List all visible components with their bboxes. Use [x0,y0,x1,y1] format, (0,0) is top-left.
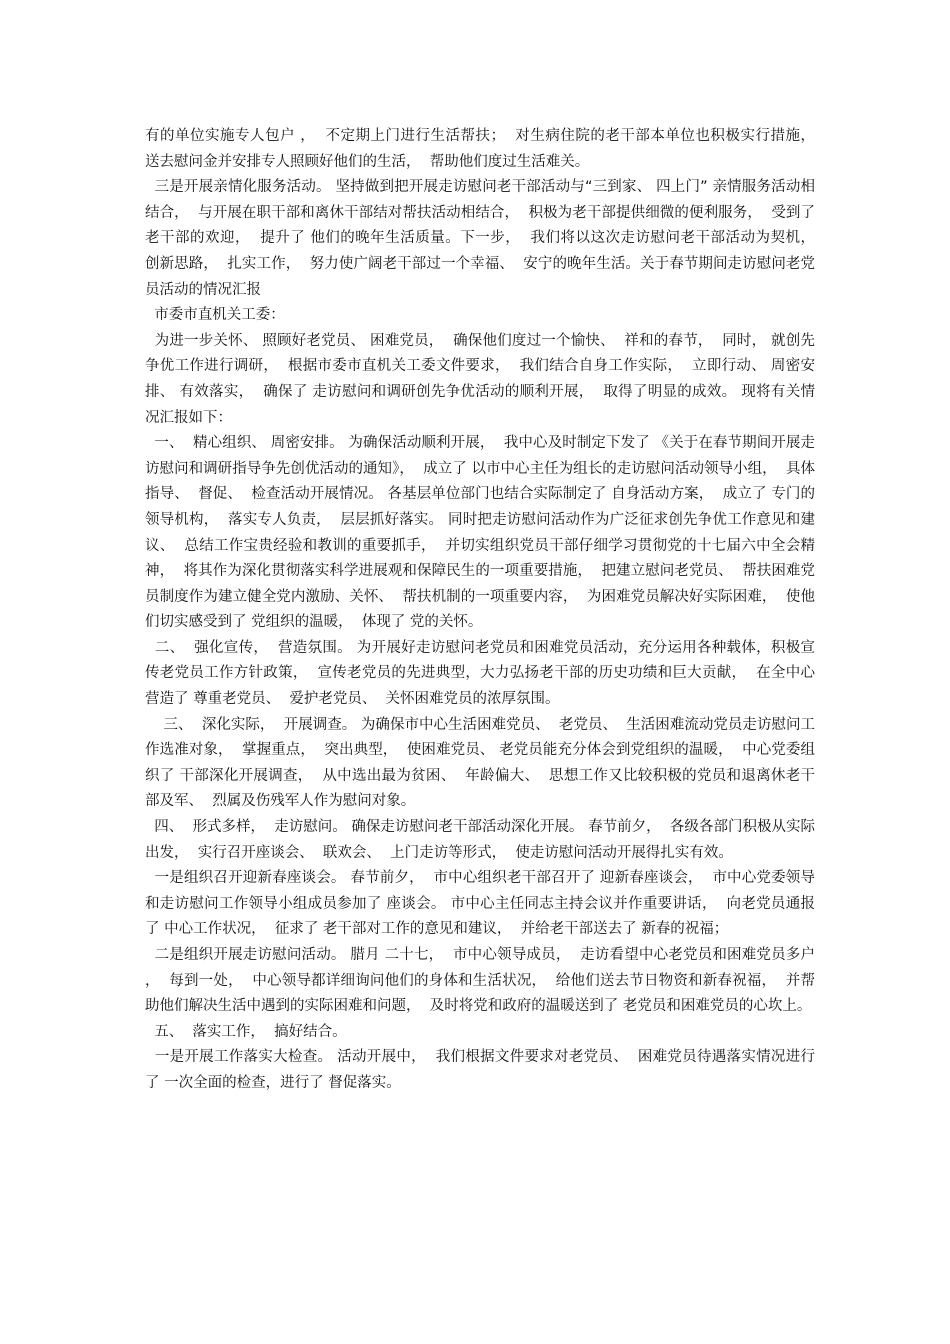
paragraph-1: 有的单位实施专人包户 ， 不定期上门进行生活帮扶； 对生病住院的老干部本单位也积极实行措施， 送去慰问金并安排专人照顾好他们的生活， 帮助他们度过生活难关。 [145,128,825,170]
paragraph-11-section-5: 五、 落实工作， 搞好结合。 [145,1023,347,1040]
paragraph-4-intro: 为进一步关怀、 照顾好老党员、 困难党员， 确保他们度过一个愉快、 祥和的春节， 同时， 就创先争优工作进行调研， 根据市委市直机关工委文件要求， 我们结合自身工作实际， 立即行动、 周密安排、 有效落实， 确保了 走访慰问和调研创先争优活动的顺利开展， 取得了明显的成效。 现将有关情况汇报如下： [145,332,816,426]
paragraph-2: 三是开展亲情化服务活动。 坚持做到把开展走访慰问老干部活动与“三到家、 四上门” 亲情服务活动相结合， 与开展在职干部和离休干部结对帮扶活动相结合， 积极为老干部提供细微的便利服务， 受到了 老干部的欢迎， 提升了 他们的晚年生活质量。下一步， 我们将以这次走访慰问老干部活动为契机， 创新思路， 扎实工作， 努力使广阔老干部过一个幸福、 安宁的晚年生活。关于春节期间走访慰问老党员活动的情况汇报 [145,179,825,298]
paragraph-8-section-4: 四、 形式多样， 走访慰问。 确保走访慰问老干部活动深化开展。 春节前夕， 各级各部门积极从实际出发， 实行召开座谈会、 联欢会、 上门走访等形式， 使走访慰问活动开展得扎实有效。 [145,819,815,861]
paragraph-5-section-1: 一、 精心组织、 周密安排。 为确保活动顺利开展， 我中心及时制定下发了 《关于在春节期间开展走访慰问和调研指导争先创优活动的通知》， 成立了 以市中心主任为组长的走访慰问活动领导小组， 具体指导、 督促、 检查活动开展情况。 各基层单位部门也结合实际制定了 自身活动方案， 成立了 专门的领导机构， 落实专人负责， 层层抓好落实。 同时把走访慰问活动作为广泛征求创先争优工作意见和建议、 总结工作宝贵经验和教训的重要抓手， 并切实组织党员干部仔细学习贯彻党的十七届六中全会精神， 将其作为深化贯彻落实科学进展观和保障民生的一项重要措施， 把建立慰问老党员、 帮扶困难党员制度作为建立健全党内激励、关怀、 帮扶机制的一项重要内容， 为困难党员解决好实际困难， 使他们切实感受到了 党组织的温暖， 体现了 党的关怀。 [145,435,816,631]
paragraph-9-item-1: 一是组织召开迎新春座谈会。 春节前夕， 市中心组织老干部召开了 迎新春座谈会， 市中心党委领导和走访慰问工作领导小组成员参加了 座谈会。 市中心主任同志主持会议并作重要讲话， 向老党员通报了 中心工作状况， 征求了 老干部对工作的意见和建议， 并给老干部送去了 新春的祝福； [145,870,816,938]
paragraph-3-salutation: 市委市直机关工委： [145,307,285,324]
paragraph-10-item-2: 二是组织开展走访慰问活动。 腊月 二十七， 市中心领导成员， 走访看望中心老党员和困难党员多户 ， 每到一处， 中心领导都详细询问他们的身体和生活状况， 给他们送去节日物资和新春祝福， 并帮助他们解决生活中遇到的实际困难和问题， 及时将党和政府的温暖送到了 老党员和困难党员的心坎上。 [145,947,820,1015]
document-body [145,124,825,1097]
paragraph-7-section-3: 三、 深化实际， 开展调查。 为确保市中心生活困难党员、 老党员、 生活困难流动党员走访慰问工作选准对象， 掌握重点， 突出典型， 使困难党员、 老党员能充分体会到党组织的温暖， 中心党委组织了 干部深化开展调查， 从中选出最为贫困、 年龄偏大、 思想工作又比较积极的党员和退离休老干部及军、 烈属及伤残军人作为慰问对象。 [145,716,816,810]
paragraph-6-section-2: 二、 强化宣传， 营造氛围。 为开展好走访慰问老党员和困难党员活动，充分运用各种载体，积极宣传老党员工作方针政策， 宣传老党员的先进典型，大力弘扬老干部的历史功绩和巨大贡献， 在全中心营造了 尊重老党员、 爱护老党员、 关怀困难党员的浓厚氛围。 [145,639,816,708]
paragraph-12-item-1: 一是开展工作落实大检查。 活动开展中， 我们根据文件要求对老党员、 困难党员待遇落实情况进行了 一次全面的检查，进行了 督促落实。 [145,1049,816,1091]
